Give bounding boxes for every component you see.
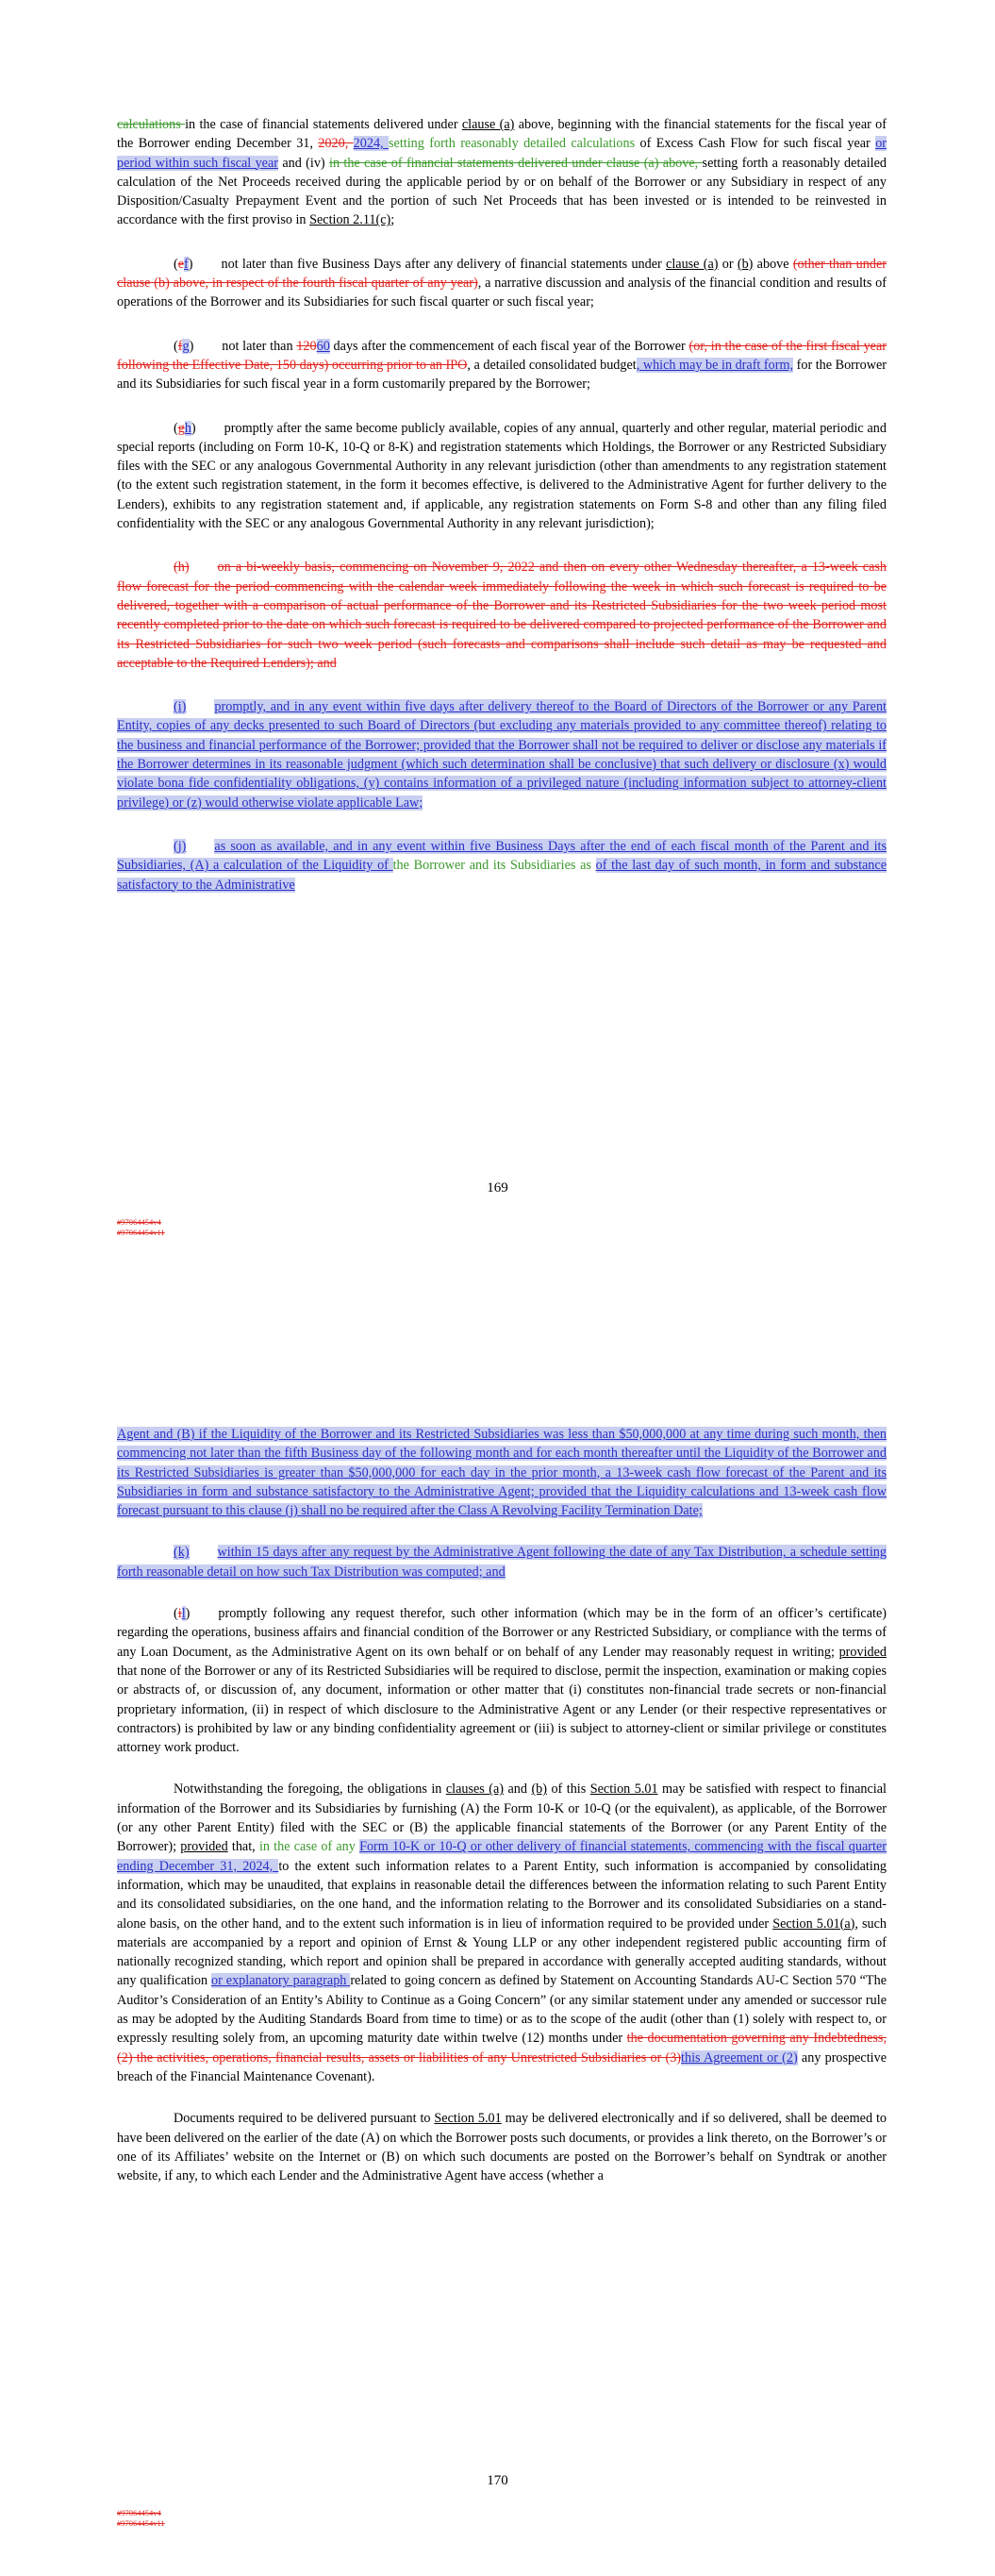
markup-del-run: i xyxy=(177,1606,182,1622)
text-run: ) xyxy=(188,256,193,272)
markup-u-run: clause (a) xyxy=(666,256,719,272)
text-run: any prospective breach of the Financial Maintenance Covenant). xyxy=(117,2049,887,2084)
text-run: above, beginning with the financial statements for the fiscal year of the Borrower ending December 31, xyxy=(117,117,887,152)
text-run: Documents required to be delivered pursuant to xyxy=(174,2111,435,2127)
markup-ins-g-run: setting forth reasonably detailed calculations xyxy=(389,136,640,152)
text-run: in the case of financial statements delivered under xyxy=(185,117,462,132)
markup-del-run: (h) xyxy=(174,560,190,576)
markup-u-run: (b) xyxy=(531,1781,547,1798)
markup-ins-g-run: the Borrower and its Subsidiaries as xyxy=(392,858,596,874)
text-run: , a narrative discussion and analysis of the financial condition and results of operations of the Borrower and its Subsidiaries for such fiscal quarter or such fiscal year; xyxy=(117,276,887,310)
text-run: , such materials are accompanied by a report and opinion of Ernst & Young LLP or any other independent registered public accounting firm of nationally recognized standing, which report and opinion shall be prepared in accordance with generally accepted auditing standards, without any qualification xyxy=(117,1915,887,1989)
markup-hl-run: Form 10-K or 10-Q or other delivery of financial statements, commencing with the fiscal quarter ending December 31, 2024, xyxy=(117,1839,887,1874)
markup-hl-run: this Agreement or (2) xyxy=(681,2049,798,2066)
markup-hl-run: 60 xyxy=(316,338,330,354)
markup-del-run: (other than under clause (b) above, in respect of the fourth fiscal quarter of any year) xyxy=(117,256,887,292)
markup-del-run: 2020, xyxy=(318,136,354,152)
markup-del-run: g xyxy=(177,420,185,436)
text-run: for the Borrower and its Subsidiaries for such fiscal year in a form customarily prepared by the Borrower; xyxy=(117,357,887,393)
markup-u-run: Section 5.01 xyxy=(434,2111,502,2127)
clause-j-continuation-paragraph xyxy=(117,1425,887,1520)
text-run: ( xyxy=(174,338,178,354)
markup-del-run: (or, in the case of the first fiscal year following the Effective Date, 150 days) occurring prior to an IPO xyxy=(117,338,887,373)
page-170-body xyxy=(117,1425,887,2202)
markup-hl-run: 2024, xyxy=(353,136,389,152)
markup-u-run: Section 5.01 xyxy=(589,1781,658,1798)
markup-del-run: on a bi-weekly basis, commencing on November 9, 2022 and then on every other Wednesday thereafter, a 13-week cash flow forecast for the period commencing with the calendar week immediately following the week in which such forecast is required to be delivered, together with a comparison of actual performance of the Borrower and its Restricted Subsidiaries for the two week period most recently completed prior to the date on which such forecast is required to be delivered compared to projected performance of the Borrower and its Restricted Subsidiaries for such two week period (such forecasts and comparisons shall include such detail as may be requested and acceptable to the Required Lenders); and xyxy=(117,560,887,671)
text-run: and xyxy=(504,1781,532,1798)
page-170 xyxy=(0,1288,995,2576)
text-run: may be delivered electronically and if so delivered, shall be deemed to have been delivered on the earlier of the date (A) on which the Borrower posts such documents, or provides a link thereto, on the Borrower’s or one of its Affiliates’ website on the Internet or (B) on which such documents are posted on the Borrower’s behalf on Syndtrak or another website, if any, to which each Lender and the Administrative Agent have access (whether a xyxy=(117,2111,887,2184)
text-run: and (iv) xyxy=(278,155,329,171)
markup-hl-run: (j) xyxy=(174,838,187,854)
text-run: to the extent such information relates to a Parent Entity, such information is accompanied by consolidating information, which may be unaudited, that explains in reasonable detail the differences between the information relating to such Parent Entity and its consolidated subsidiaries, on the one hand, and the information relating to the Borrower and its consolidated Subsidiaries on a stand-alone basis, on the other hand, and to the extent such information is in lieu of information required to be provided under xyxy=(117,1858,887,1932)
markup-hl-run: or period within such fiscal year xyxy=(117,136,887,171)
markup-hl-run: l xyxy=(181,1606,186,1622)
text-run: above xyxy=(753,256,793,272)
markup-hl-run: f xyxy=(184,256,189,272)
markup-hl-run: or explanatory paragraph xyxy=(211,1973,351,1989)
text-run: or xyxy=(718,256,738,272)
text-run: of this xyxy=(547,1781,590,1798)
markup-u-run: Section 5.01(a) xyxy=(772,1915,855,1932)
text-run: not later than five Business Days after any delivery of financial statements under xyxy=(221,256,667,272)
clause-h-paragraph xyxy=(117,419,887,534)
text-run: promptly following any request therefor, such other information (which may be in the form of an officer’s certificate) regarding the operations, business affairs and financial condition of the Borrower or any Restricted Subsidiary, or compliance with the terms of any Loan Document, as the Administrative Agent on its own behalf or on behalf of any Lender may reasonably request in writing; xyxy=(117,1606,887,1660)
excess-cash-flow-paragraph xyxy=(117,115,887,230)
text-run: related to going concern as defined by Statement on Accounting Standards AU-C Section 570 “The Auditor’s Consideration of an Entity’s Ability to Continue as a Going Concern” (or any similar statement under any amended or successor rule as may be adopted by the Auditing Standards Board from time to time) or as to the scope of the audit (other than (1) solely with respect to, or expressly resulting solely from, an upcoming maturity date within twelve (12) months under xyxy=(117,1973,887,2047)
markup-del-g-run: calculations xyxy=(117,117,186,132)
text-run: ; xyxy=(390,212,395,228)
text-run: that, xyxy=(227,1839,259,1855)
footer-doc-id-1: #97064454v4 xyxy=(117,1217,161,1227)
footer-doc-id-1: #97064454v4 xyxy=(117,2508,161,2517)
markup-del-run: e xyxy=(177,256,185,272)
markup-del-g-run: in the case of financial statements delivered under clause (a) above, xyxy=(329,155,703,171)
text-run: ) xyxy=(185,1606,191,1622)
text-run: that none of the Borrower or any of its Restricted Subsidiaries will be required to disclose, permit the inspection, examination or making copies or abstracts of, or discussion of, any document, information or other matter that (i) constitutes non-financial trade secrets or non-financial proprietary information, (ii) in respect of which disclosure to the Administrative Agent or any Lender (or their respective representatives or contractors) is prohibited by law or any binding confidentiality agreement or (iii) is subject to attorney-client or similar privilege or constitutes attorney work product. xyxy=(117,1663,887,1756)
markup-u-run: provided xyxy=(838,1644,887,1660)
markup-u-run: clauses (a) xyxy=(445,1781,505,1798)
text-run: ( xyxy=(174,420,178,436)
page-number: 169 xyxy=(487,1180,508,1196)
text-run: of Excess Cash Flow for such fiscal year xyxy=(639,136,876,152)
clause-k-paragraph xyxy=(117,1543,887,1581)
page-169-body xyxy=(117,115,887,912)
clause-j-paragraph xyxy=(117,837,887,895)
markup-u-run: Section 2.11(c) xyxy=(309,212,391,228)
documents-delivery-paragraph xyxy=(117,2109,887,2185)
markup-hl-run: of the last day of such month, in form and substance satisfactory to the Administrative xyxy=(117,858,887,893)
markup-del-run: the documentation governing any Indebtedness, (2) the activities, operations, financial results, assets or liabilities of any Unrestricted Subsidiaries or (3) xyxy=(117,2031,887,2066)
text-run: ( xyxy=(174,1606,178,1622)
clause-i-paragraph xyxy=(117,697,887,812)
footer-doc-id-2: #97064454v11 xyxy=(117,2518,165,2528)
text-run: may be satisfied with respect to financial information of the Borrower and its Subsidiaries by furnishing (A) the Form 10-K or 10-Q (or the equivalent), as applicable, of the Borrower (or any other Parent Entity) filed with the SEC or (B) the applicable financial statements of the Borrower (or any Parent Entity of the Borrower); xyxy=(117,1781,887,1855)
markup-hl-run: , which may be in draft form, xyxy=(636,357,794,373)
markup-hl-run: h xyxy=(184,420,191,436)
text-run: days after the commencement of each fiscal year of the Borrower xyxy=(329,338,689,354)
markup-ins-g-run: in the case of any xyxy=(258,1839,360,1855)
notwithstanding-paragraph xyxy=(117,1780,887,2086)
markup-hl-run: as soon as available, and in any event within five Business Days after the end of each fiscal month of the Parent and its Subsidiaries, (A) a calculation of the Liquidity of xyxy=(117,838,887,874)
page-number: 170 xyxy=(487,2473,508,2488)
text-run: setting forth a reasonably detailed calculation of the Net Proceeds received during the applicable period by or on behalf of the Borrower or any Subsidiary in respect of any Disposition/Casualty Prepayment Event and the portion of such Net Proceeds that has been invested or is intended to be reinvested in accordance with the first proviso in xyxy=(117,155,887,228)
markup-hl-run: g xyxy=(182,338,190,354)
markup-del-run: f xyxy=(177,338,183,354)
markup-hl-run: within 15 days after any request by the Administrative Agent following the date of any Tax Distribution, a schedule setting forth reasonable detail on how such Tax Distribution was computed; and xyxy=(117,1545,887,1580)
text-run: ) xyxy=(189,338,194,354)
markup-u-run: provided xyxy=(180,1839,228,1855)
markup-hl-run: Agent and (B) if the Liquidity of the Borrower and its Restricted Subsidiaries was less than $50,000,000 at any time during such month, then commencing not later than the fifth Business day of the following month and for each month thereafter until the Liquidity of the Borrower and its Restricted Subsidiaries is greater than $50,000,000 for each day in the prior month, a 13-week cash flow forecast of the Parent and its Subsidiaries in form and substance satisfactory to the Administrative Agent; provided that the Liquidity calculations and 13-week cash flow forecast pursuant to this clause (j) shall no be required after the Class A Revolving Facility Termination Date; xyxy=(117,1427,887,1519)
clause-l-paragraph xyxy=(117,1604,887,1757)
deleted-clause-h-paragraph xyxy=(117,558,887,673)
text-run: ) xyxy=(191,420,196,436)
markup-u-run: clause (a) xyxy=(461,117,515,132)
text-run: not later than xyxy=(222,338,297,354)
markup-hl-run: promptly, and in any event within five days after delivery thereof to the Board of Directors of the Borrower or any Parent Entity, copies of any decks presented to such Board of Directors (but excluding any materials provided to any committee thereof) relating to the business and financial performance of the Borrower; provided that the Borrower shall not be required to deliver or disclose any materials if the Borrower determines in its reasonable judgment (which such determination shall be conclusive) that such delivery or disclosure (x) would violate bona fide confidentiality obligations, (y) contains information of a privileged nature (including information subject to attorney-client privilege) or (z) would otherwise violate applicable Law; xyxy=(117,699,887,811)
clause-g-paragraph xyxy=(117,337,887,394)
markup-u-run: (b) xyxy=(737,256,754,272)
markup-del-run: 120 xyxy=(296,338,317,354)
clause-f-paragraph xyxy=(117,255,887,312)
text-run: promptly after the same become publicly available, copies of any annual, quarterly and other regular, material periodic and special reports (including on Form 10-K, 10-Q or 8-K) and registration statements which Holdings, the Borrower or any Restricted Subsidiary files with the SEC or any analogous Governmental Authority in any relevant jurisdiction (other than amendments to any registration statement (to the extent such registration statement, in the form it becomes effective, is delivered to the Administrative Agent for further delivery to the Lenders), exhibits to any registration statement and, if applicable, any registration statements on Form S-8 and other than any filing filed confidentiality with the SEC or any analogous Governmental Authority in any relevant jurisdiction); xyxy=(117,420,887,532)
footer-doc-id-2: #97064454v11 xyxy=(117,1228,165,1237)
text-run: , a detailed consolidated budget xyxy=(467,357,637,373)
markup-hl-run: (i) xyxy=(174,699,187,715)
text-run: Notwithstanding the foregoing, the obligations in xyxy=(174,1781,446,1798)
markup-hl-run: (k) xyxy=(174,1545,190,1561)
text-run: ( xyxy=(174,256,178,272)
